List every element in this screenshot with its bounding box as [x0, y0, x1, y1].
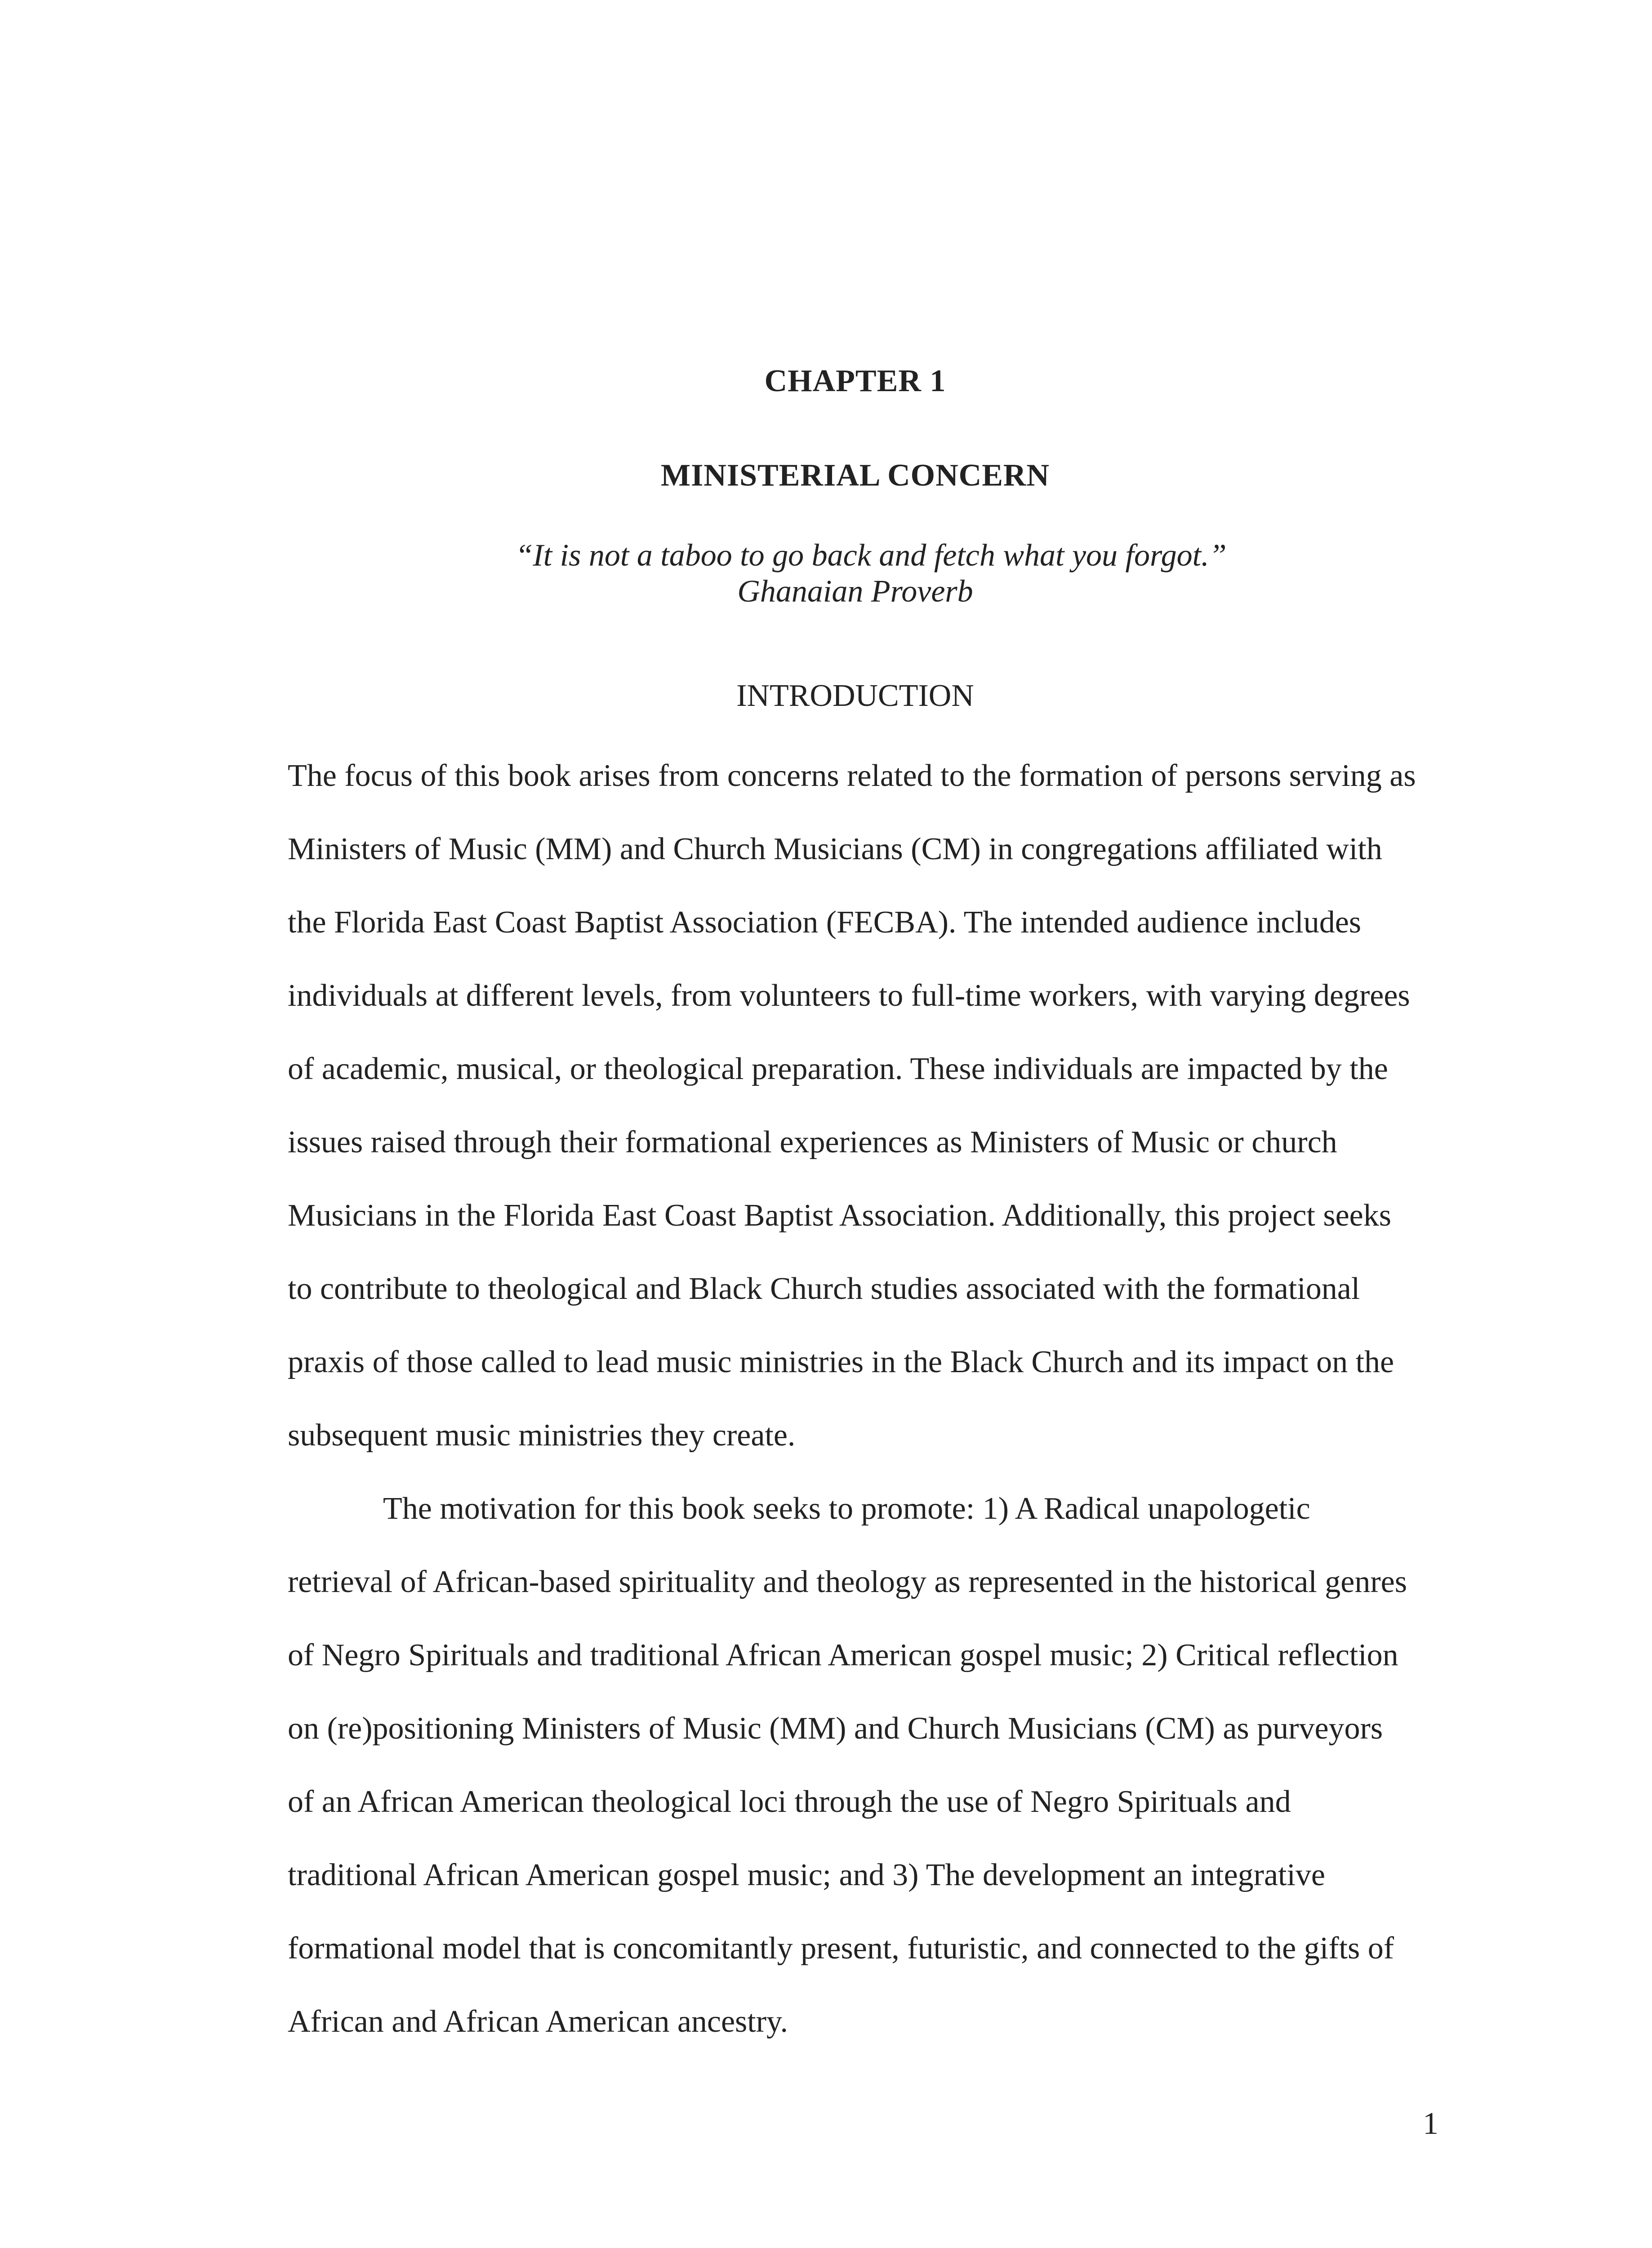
paragraph-line: Musicians in the Florida East Coast Baptist Association. Additionally, this project seeks — [288, 1198, 1391, 1233]
paragraph-line: formational model that is concomitantly present, futuristic, and connected to the gifts of — [288, 1931, 1394, 1966]
chapter-label: CHAPTER 1 — [764, 364, 946, 398]
page-number: 1 — [1423, 2106, 1438, 2141]
paragraph-line: individuals at different levels, from volunteers to full-time workers, with varying degrees — [288, 978, 1410, 1013]
epigraph-quote: “It is not a taboo to go back and fetch what you forgot.” — [515, 538, 1227, 573]
paragraph-line: the Florida East Coast Baptist Association (FECBA). The intended audience includes — [288, 905, 1362, 940]
paragraph-line: traditional African American gospel music; and 3) The development an integrative — [288, 1858, 1325, 1892]
epigraph-source: Ghanaian Proverb — [737, 574, 973, 609]
paragraph-line: issues raised through their formational experiences as Ministers of Music or church — [288, 1125, 1337, 1160]
paragraph-line: The motivation for this book seeks to promote: 1) A Radical unapologetic — [383, 1491, 1310, 1526]
body-paragraph-1 — [288, 739, 1438, 1472]
chapter-title: MINISTERIAL CONCERN — [661, 458, 1050, 493]
paragraph-line: subsequent music ministries they create. — [288, 1418, 796, 1453]
paragraph-line: of Negro Spirituals and traditional African American gospel music; 2) Critical reflection — [288, 1638, 1398, 1673]
body-paragraph-2 — [288, 1472, 1438, 2058]
paragraph-line: The focus of this book arises from concerns related to the formation of persons serving as — [288, 758, 1416, 793]
paragraph-line: to contribute to theological and Black Church studies associated with the formational — [288, 1271, 1360, 1306]
paragraph-line: of an African American theological loci through the use of Negro Spirituals and — [288, 1784, 1291, 1819]
paragraph-line: praxis of those called to lead music ministries in the Black Church and its impact on the — [288, 1345, 1394, 1379]
paragraph-line: African and African American ancestry. — [288, 2004, 788, 2039]
paragraph-line: Ministers of Music (MM) and Church Musicians (CM) in congregations affiliated with — [288, 832, 1382, 866]
section-heading: INTRODUCTION — [736, 678, 974, 713]
paragraph-line: of academic, musical, or theological preparation. These individuals are impacted by the — [288, 1052, 1388, 1086]
paragraph-line: on (re)positioning Ministers of Music (MM) and Church Musicians (CM) as purveyors — [288, 1711, 1383, 1746]
paragraph-line: retrieval of African-based spirituality and theology as represented in the historical genres — [288, 1565, 1407, 1599]
